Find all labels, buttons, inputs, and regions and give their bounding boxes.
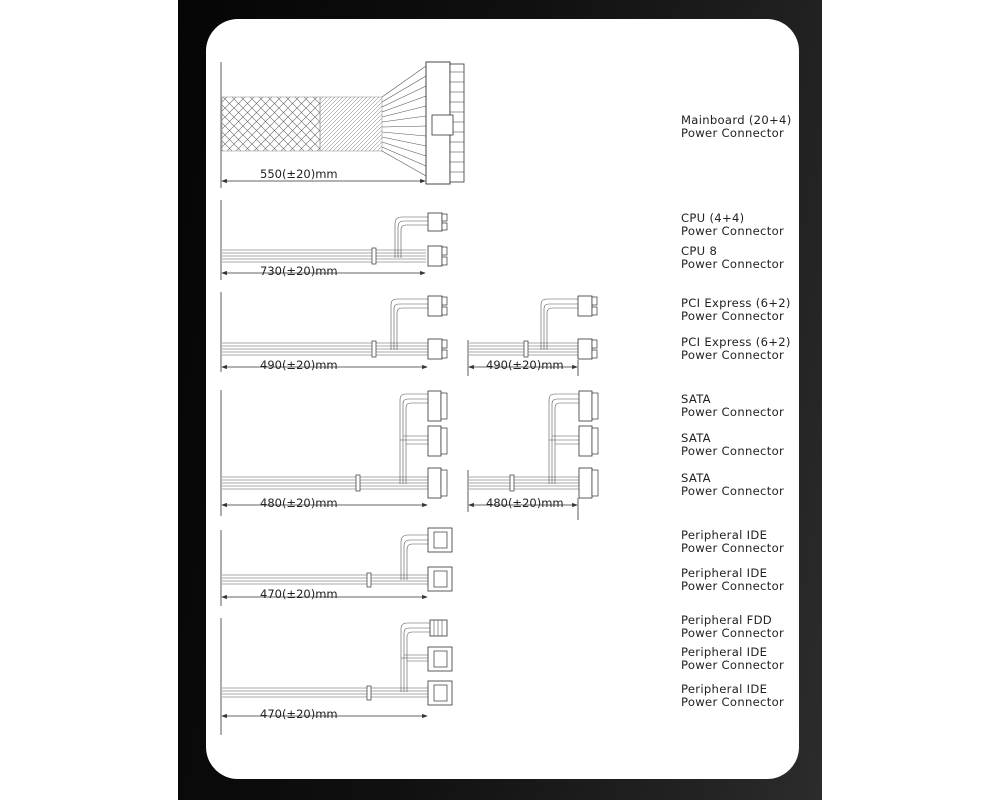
label-cpu8: CPU 8 Power Connector bbox=[681, 244, 785, 271]
ide-connector bbox=[428, 681, 452, 705]
ide-connector bbox=[428, 528, 452, 552]
ide-cable-1 bbox=[221, 528, 452, 606]
pcie-connector bbox=[428, 296, 447, 316]
sata-connector bbox=[428, 391, 447, 421]
label-pcie-1: PCI Express (6+2) Power Connector bbox=[681, 296, 791, 323]
label-ide-3: Peripheral IDE Power Connector bbox=[681, 645, 785, 672]
pcie-connector bbox=[428, 339, 447, 359]
pcie-left-length: 490(±20)mm bbox=[260, 358, 338, 372]
pcie-connector bbox=[578, 296, 597, 316]
label-sata-2: SATA Power Connector bbox=[681, 431, 785, 458]
label-sata-1: SATA Power Connector bbox=[681, 392, 785, 419]
ide-1-length: 470(±20)mm bbox=[260, 587, 338, 601]
label-fdd: Peripheral FDD Power Connector bbox=[681, 613, 785, 640]
label-mainboard: Mainboard (20+4) Power Connector bbox=[681, 113, 792, 140]
pcie-connector bbox=[578, 339, 597, 359]
ide-connector bbox=[428, 567, 452, 591]
ide-2-length: 470(±20)mm bbox=[260, 707, 338, 721]
pcie-cable-right bbox=[468, 296, 597, 376]
mainboard-connector bbox=[426, 62, 464, 184]
label-ide-2: Peripheral IDE Power Connector bbox=[681, 566, 785, 593]
label-pcie-2: PCI Express (6+2) Power Connector bbox=[681, 335, 791, 362]
sata-connector bbox=[428, 468, 447, 498]
pcie-cable-left bbox=[221, 292, 447, 372]
ide-connector bbox=[428, 647, 452, 671]
label-cpu44: CPU (4+4) Power Connector bbox=[681, 211, 785, 238]
label-ide-4: Peripheral IDE Power Connector bbox=[681, 682, 785, 709]
sata-connector bbox=[579, 426, 598, 456]
label-sata-3: SATA Power Connector bbox=[681, 471, 785, 498]
sata-connector bbox=[428, 426, 447, 456]
sata-cable-left bbox=[221, 390, 447, 516]
cpu-cable bbox=[221, 200, 447, 280]
cpu8-connector bbox=[428, 246, 447, 266]
cpu-length: 730(±20)mm bbox=[260, 264, 338, 278]
fdd-connector bbox=[430, 620, 447, 636]
mainboard-cable bbox=[221, 62, 464, 188]
mainboard-length: 550(±20)mm bbox=[260, 167, 338, 181]
pcie-right-length: 490(±20)mm bbox=[486, 358, 564, 372]
ide-cable-2 bbox=[221, 618, 452, 735]
sata-connector bbox=[579, 468, 598, 498]
sata-left-length: 480(±20)mm bbox=[260, 496, 338, 510]
label-ide-1: Peripheral IDE Power Connector bbox=[681, 528, 785, 555]
cpu44-connector bbox=[428, 213, 447, 231]
sata-connector bbox=[579, 391, 598, 421]
sata-right-length: 480(±20)mm bbox=[486, 496, 564, 510]
sata-cable-right bbox=[468, 391, 598, 520]
